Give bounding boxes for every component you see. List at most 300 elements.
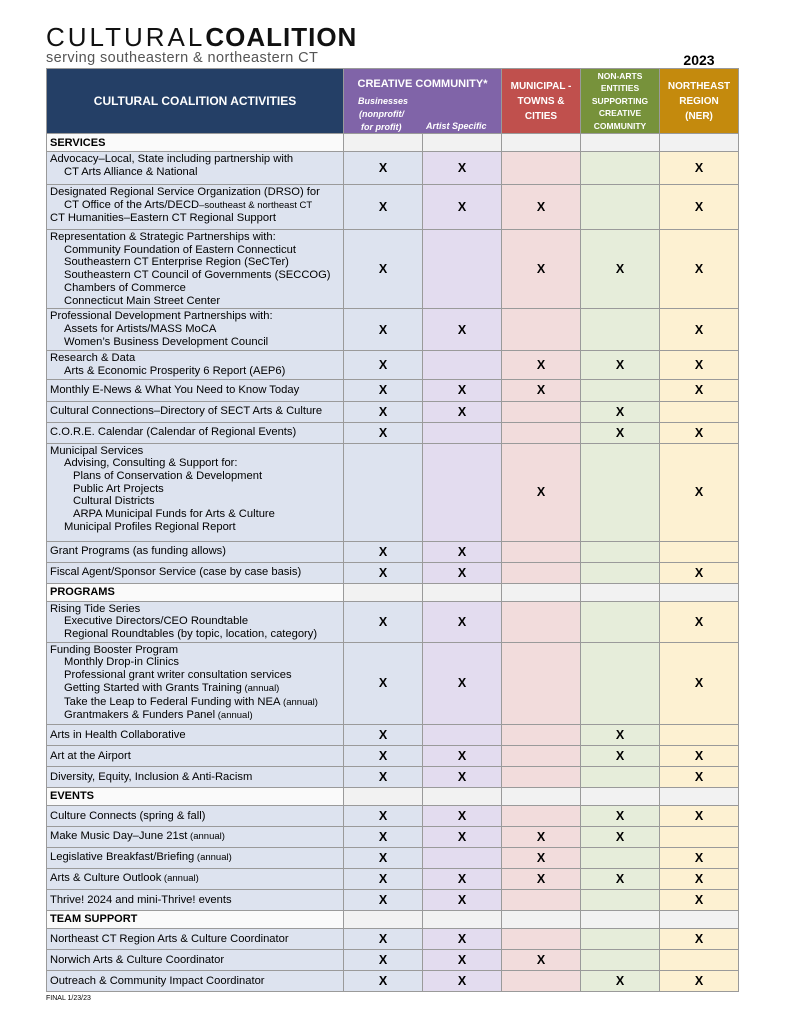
- activity-line: [50, 709, 340, 723]
- mark-cell-municipal: [502, 868, 581, 889]
- mark-cell-businesses: [344, 601, 423, 642]
- activity-cell: [47, 642, 344, 724]
- x-mark: X: [378, 808, 388, 823]
- section-empty-cell: [660, 583, 739, 601]
- mark-cell-municipal: [502, 949, 581, 970]
- activity-line: [50, 199, 340, 213]
- activity-cell: [47, 351, 344, 379]
- mark-cell-northeast-region: [660, 379, 739, 401]
- activity-text: CT Office of the Arts/DECD: [64, 198, 200, 211]
- activity-cell: [47, 601, 344, 642]
- mark-cell-northeast-region: [660, 928, 739, 949]
- activity-line: [50, 603, 340, 616]
- activity-annotation: (annual): [241, 682, 280, 694]
- activity-cell: [47, 230, 344, 309]
- mark-cell-northeast-region: [660, 868, 739, 889]
- header-municipal-line: MUNICIPAL -: [510, 80, 572, 92]
- mark-cell-artist-specific: [423, 724, 502, 745]
- activity-line: [50, 628, 340, 641]
- x-mark: X: [378, 727, 388, 742]
- mark-cell-municipal: [502, 152, 581, 185]
- x-mark: X: [694, 322, 704, 337]
- x-mark: X: [615, 748, 625, 763]
- x-mark: X: [694, 383, 704, 398]
- mark-cell-non-arts: [581, 847, 660, 868]
- x-mark: X: [615, 262, 625, 277]
- footer-note: FINAL 1/23/23: [46, 995, 91, 1002]
- section-empty-cell: [344, 787, 423, 805]
- x-mark: X: [694, 871, 704, 886]
- x-mark: X: [615, 829, 625, 844]
- mark-cell-non-arts: [581, 401, 660, 422]
- mark-cell-northeast-region: [660, 826, 739, 847]
- activity-annotation: –southeast & northeast CT: [199, 199, 313, 211]
- mark-cell-non-arts: [581, 928, 660, 949]
- x-mark: X: [378, 892, 388, 907]
- mark-cell-municipal: [502, 351, 581, 379]
- activity-text: Northeast CT Region Arts & Culture Coordinator: [50, 932, 289, 945]
- table-row: [47, 601, 739, 642]
- table-row: [47, 928, 739, 949]
- mark-cell-northeast-region: [660, 152, 739, 185]
- activity-annotation: (annual): [194, 852, 232, 864]
- mark-cell-businesses: [344, 847, 423, 868]
- activity-text: Representation & Strategic Partnerships with:: [50, 231, 276, 243]
- mark-cell-non-arts: [581, 152, 660, 185]
- activity-cell: [47, 805, 344, 826]
- mark-cell-non-arts: [581, 422, 660, 443]
- x-mark: X: [457, 383, 467, 398]
- x-mark: X: [378, 404, 388, 419]
- activity-annotation: (annual): [215, 710, 253, 722]
- mark-cell-northeast-region: [660, 601, 739, 642]
- mark-cell-artist-specific: [423, 949, 502, 970]
- activity-text: Arts & Culture Outlook: [50, 872, 162, 885]
- header-creative-businesses: [358, 95, 408, 134]
- mark-cell-businesses: [344, 230, 423, 309]
- x-mark: X: [457, 973, 467, 988]
- x-mark: X: [694, 850, 704, 865]
- mark-cell-artist-specific: [423, 889, 502, 910]
- activity-cell: [47, 847, 344, 868]
- activity-line: [50, 521, 340, 534]
- activity-text: Grant Programs (as funding allows): [50, 545, 226, 558]
- activity-cell: [47, 185, 344, 230]
- x-mark: X: [615, 808, 625, 823]
- table-row: [47, 152, 739, 185]
- section-row: [47, 910, 739, 928]
- activity-cell: [47, 562, 344, 583]
- mark-cell-non-arts: [581, 351, 660, 379]
- x-mark: X: [457, 322, 467, 337]
- header-nonarts-line: CREATIVE: [598, 108, 642, 119]
- section-empty-cell: [502, 583, 581, 601]
- table-row: [47, 847, 739, 868]
- activity-text: Connecticut Main Street Center: [64, 294, 221, 307]
- activity-line: [50, 851, 340, 865]
- activity-text: Culture Connects (spring & fall): [50, 809, 206, 822]
- activity-cell: [47, 443, 344, 541]
- activity-text: CT Arts Alliance & National: [64, 165, 198, 178]
- section-row: [47, 583, 739, 601]
- activity-cell: [47, 309, 344, 351]
- mark-cell-businesses: [344, 826, 423, 847]
- activity-text: Fiscal Agent/Sponsor Service (case by case basis): [50, 566, 302, 579]
- activity-cell: [47, 422, 344, 443]
- activity-cell: [47, 949, 344, 970]
- activity-line: [50, 256, 340, 269]
- mark-cell-non-arts: [581, 642, 660, 724]
- mark-cell-northeast-region: [660, 309, 739, 351]
- mark-cell-businesses: [344, 642, 423, 724]
- mark-cell-municipal: [502, 928, 581, 949]
- mark-cell-non-arts: [581, 185, 660, 230]
- section-empty-cell: [581, 134, 660, 152]
- mark-cell-municipal: [502, 970, 581, 991]
- x-mark: X: [536, 952, 546, 967]
- activity-cell: [47, 745, 344, 766]
- x-mark: X: [378, 322, 388, 337]
- mark-cell-artist-specific: [423, 642, 502, 724]
- table-row: [47, 949, 739, 970]
- activity-line: [50, 933, 340, 946]
- mark-cell-municipal: [502, 745, 581, 766]
- header-artist-specific: Artist Specific: [426, 121, 487, 131]
- activity-line: [50, 566, 340, 579]
- x-mark: X: [615, 404, 625, 419]
- mark-cell-municipal: [502, 379, 581, 401]
- section-empty-cell: [660, 910, 739, 928]
- x-mark: X: [536, 357, 546, 372]
- activity-cell: [47, 379, 344, 401]
- x-mark: X: [457, 871, 467, 886]
- activity-text: Designated Regional Service Organization (DRSO) for: [50, 186, 320, 198]
- x-mark: X: [457, 161, 467, 175]
- activity-text: Art at the Airport: [50, 749, 131, 762]
- activity-text: Getting Started with Grants Training: [64, 681, 242, 694]
- x-mark: X: [694, 565, 704, 580]
- activity-text: Municipal Profiles Regional Report: [64, 520, 236, 533]
- activity-line: [50, 830, 340, 844]
- mark-cell-businesses: [344, 541, 423, 562]
- activity-text: Monthly E-News & What You Need to Know Today: [50, 383, 300, 396]
- x-mark: X: [457, 748, 467, 763]
- activity-line: [50, 457, 340, 470]
- x-mark: X: [378, 614, 388, 629]
- header-municipal: [502, 69, 581, 134]
- activity-line: [50, 365, 340, 378]
- x-mark: X: [378, 161, 388, 175]
- x-mark: X: [378, 383, 388, 398]
- mark-cell-municipal: [502, 847, 581, 868]
- logo-word-cultural: CULTURAL: [46, 22, 206, 52]
- mark-cell-artist-specific: [423, 745, 502, 766]
- section-row: [47, 787, 739, 805]
- activity-line: [50, 669, 340, 682]
- mark-cell-artist-specific: [423, 766, 502, 787]
- activity-line: [50, 810, 340, 823]
- x-mark: X: [694, 973, 704, 988]
- table-row: [47, 970, 739, 991]
- mark-cell-non-arts: [581, 601, 660, 642]
- mark-cell-municipal: [502, 541, 581, 562]
- header-nonarts-line: NON-ARTS: [597, 70, 643, 81]
- header-businesses-line: (nonprofit/: [359, 109, 404, 119]
- activity-cell: [47, 766, 344, 787]
- table-row: [47, 562, 739, 583]
- mark-cell-businesses: [344, 970, 423, 991]
- activity-text: Arts & Economic Prosperity 6 Report (AEP6): [64, 364, 286, 377]
- header-nonarts-line: ENTITIES: [600, 83, 640, 94]
- x-mark: X: [378, 973, 388, 988]
- activity-cell: [47, 889, 344, 910]
- activity-line: [50, 495, 340, 508]
- activity-cell: [47, 868, 344, 889]
- activity-line: [50, 244, 340, 257]
- mark-cell-businesses: [344, 379, 423, 401]
- section-empty-cell: [660, 134, 739, 152]
- activity-line: [50, 426, 340, 439]
- table-row: [47, 826, 739, 847]
- x-mark: X: [536, 871, 546, 886]
- mark-cell-businesses: [344, 724, 423, 745]
- mark-cell-artist-specific: [423, 230, 502, 309]
- activity-line: [50, 295, 340, 308]
- table-row: [47, 309, 739, 351]
- mark-cell-municipal: [502, 805, 581, 826]
- activity-text: Legislative Breakfast/Briefing: [50, 851, 195, 864]
- table-row: [47, 642, 739, 724]
- mark-cell-municipal: [502, 642, 581, 724]
- mark-cell-northeast-region: [660, 351, 739, 379]
- activity-text: Chambers of Commerce: [64, 281, 186, 294]
- logo-tagline: serving southeastern & northeastern CT: [46, 50, 319, 66]
- activity-text: Grantmakers & Funders Panel: [64, 709, 216, 722]
- table-row: [47, 230, 739, 309]
- x-mark: X: [457, 931, 467, 946]
- mark-cell-northeast-region: [660, 443, 739, 541]
- x-mark: X: [378, 871, 388, 886]
- activity-line: [50, 384, 340, 397]
- x-mark: X: [694, 931, 704, 946]
- mark-cell-artist-specific: [423, 379, 502, 401]
- activity-line: [50, 975, 340, 988]
- mark-cell-artist-specific: [423, 185, 502, 230]
- x-mark: X: [378, 748, 388, 763]
- activity-line: [50, 656, 340, 669]
- mark-cell-non-arts: [581, 970, 660, 991]
- activity-line: [50, 615, 340, 628]
- x-mark: X: [457, 769, 467, 784]
- activity-text: Take the Leap to Federal Funding with NEA: [64, 695, 281, 708]
- mark-cell-businesses: [344, 422, 423, 443]
- mark-cell-municipal: [502, 443, 581, 541]
- mark-cell-northeast-region: [660, 889, 739, 910]
- header-row: [47, 69, 739, 134]
- mark-cell-artist-specific: [423, 152, 502, 185]
- activity-text: Outreach & Community Impact Coordinator: [50, 974, 265, 987]
- mark-cell-northeast-region: [660, 745, 739, 766]
- activity-text: Community Foundation of Eastern Connecticut: [64, 243, 296, 256]
- activity-line: [50, 483, 340, 496]
- activity-text: C.O.R.E. Calendar (Calendar of Regional Events): [50, 426, 297, 439]
- mark-cell-businesses: [344, 401, 423, 422]
- logo: [46, 24, 357, 66]
- mark-cell-municipal: [502, 601, 581, 642]
- mark-cell-artist-specific: [423, 562, 502, 583]
- activity-text: Women’s Business Development Council: [64, 335, 269, 348]
- section-empty-cell: [344, 583, 423, 601]
- mark-cell-businesses: [344, 928, 423, 949]
- section-empty-cell: [581, 910, 660, 928]
- activity-text: ARPA Municipal Funds for Arts & Culture: [73, 508, 275, 521]
- activity-text: Thrive! 2024 and mini-Thrive! events: [50, 893, 232, 906]
- mark-cell-northeast-region: [660, 401, 739, 422]
- table-row: [47, 379, 739, 401]
- mark-cell-businesses: [344, 309, 423, 351]
- activity-cell: [47, 401, 344, 422]
- x-mark: X: [694, 748, 704, 763]
- section-empty-cell: [423, 787, 502, 805]
- mark-cell-non-arts: [581, 805, 660, 826]
- activity-text: Make Music Day–June 21st: [50, 830, 188, 843]
- section-empty-cell: [660, 787, 739, 805]
- table-row: [47, 185, 739, 230]
- activity-text: Rising Tide Series: [50, 602, 141, 615]
- activity-annotation: (annual): [187, 831, 225, 843]
- logo-wordmark: [46, 24, 357, 50]
- x-mark: X: [457, 808, 467, 823]
- mark-cell-non-arts: [581, 766, 660, 787]
- section-heading: TEAM SUPPORT: [47, 910, 344, 928]
- mark-cell-businesses: [344, 745, 423, 766]
- x-mark: X: [694, 200, 704, 214]
- mark-cell-non-arts: [581, 889, 660, 910]
- mark-cell-non-arts: [581, 745, 660, 766]
- header-ner-line: REGION: [679, 95, 719, 107]
- x-mark: X: [457, 544, 467, 559]
- activity-text: Arts in Health Collaborative: [50, 728, 186, 741]
- x-mark: X: [694, 769, 704, 784]
- logo-word-coalition: COALITION: [205, 22, 358, 52]
- mark-cell-municipal: [502, 826, 581, 847]
- x-mark: X: [694, 676, 704, 691]
- mark-cell-artist-specific: [423, 422, 502, 443]
- activity-text: Diversity, Equity, Inclusion & Anti-Racism: [50, 770, 253, 783]
- x-mark: X: [536, 262, 546, 277]
- table-row: [47, 889, 739, 910]
- activity-text: Southeastern CT Enterprise Region (SeCTer): [64, 256, 289, 269]
- x-mark: X: [536, 850, 546, 865]
- x-mark: X: [378, 952, 388, 967]
- mark-cell-northeast-region: [660, 847, 739, 868]
- activity-text: Public Art Projects: [73, 482, 164, 495]
- mark-cell-artist-specific: [423, 601, 502, 642]
- table-row: [47, 401, 739, 422]
- activity-line: [50, 894, 340, 907]
- mark-cell-businesses: [344, 443, 423, 541]
- mark-cell-businesses: [344, 185, 423, 230]
- mark-cell-non-arts: [581, 562, 660, 583]
- activity-annotation: (annual): [280, 696, 318, 708]
- activity-line: [50, 336, 340, 349]
- activity-text: Plans of Conservation & Development: [73, 470, 263, 483]
- section-empty-cell: [423, 910, 502, 928]
- mark-cell-northeast-region: [660, 805, 739, 826]
- mark-cell-municipal: [502, 724, 581, 745]
- table-body: [47, 134, 739, 992]
- activity-line: [50, 323, 340, 336]
- x-mark: X: [694, 357, 704, 372]
- header-municipal-line: CITIES: [524, 110, 558, 122]
- x-mark: X: [457, 200, 467, 214]
- activity-text: Executive Directors/CEO Roundtable: [64, 615, 249, 628]
- mark-cell-non-arts: [581, 826, 660, 847]
- mark-cell-northeast-region: [660, 562, 739, 583]
- x-mark: X: [615, 357, 625, 372]
- mark-cell-municipal: [502, 562, 581, 583]
- x-mark: X: [615, 425, 625, 440]
- section-empty-cell: [502, 910, 581, 928]
- activity-cell: [47, 928, 344, 949]
- x-mark: X: [378, 262, 388, 277]
- mark-cell-northeast-region: [660, 724, 739, 745]
- mark-cell-northeast-region: [660, 949, 739, 970]
- activity-line: [50, 470, 340, 483]
- activity-text: Norwich Arts & Culture Coordinator: [50, 953, 225, 966]
- activity-text: Research & Data: [50, 352, 136, 365]
- x-mark: X: [615, 727, 625, 742]
- table-row: [47, 724, 739, 745]
- mark-cell-businesses: [344, 152, 423, 185]
- activity-text: Cultural Districts: [73, 495, 155, 508]
- header-businesses-line: for profit): [361, 122, 402, 132]
- mark-cell-northeast-region: [660, 642, 739, 724]
- activity-text: Regional Roundtables (by topic, location, category): [64, 628, 318, 641]
- x-mark: X: [694, 892, 704, 907]
- mark-cell-non-arts: [581, 230, 660, 309]
- mark-cell-artist-specific: [423, 847, 502, 868]
- activity-line: [50, 696, 340, 710]
- header-businesses-line: Businesses: [358, 96, 409, 106]
- mark-cell-artist-specific: [423, 401, 502, 422]
- activity-text: Monthly Drop-in Clinics: [64, 656, 180, 669]
- mark-cell-non-arts: [581, 949, 660, 970]
- header-nonarts-line: SUPPORTING: [591, 95, 649, 106]
- mark-cell-businesses: [344, 766, 423, 787]
- header-nonarts-line: COMMUNITY: [593, 120, 647, 131]
- activity-line: [50, 352, 340, 365]
- x-mark: X: [694, 161, 704, 175]
- activity-line: [50, 729, 340, 742]
- x-mark: X: [378, 200, 388, 214]
- activity-line: [50, 269, 340, 282]
- mark-cell-municipal: [502, 230, 581, 309]
- mark-cell-businesses: [344, 889, 423, 910]
- table-row: [47, 351, 739, 379]
- mark-cell-northeast-region: [660, 185, 739, 230]
- activity-line: [50, 750, 340, 763]
- x-mark: X: [457, 676, 467, 691]
- header-creative-title: CREATIVE COMMUNITY*: [357, 78, 488, 90]
- table-row: [47, 745, 739, 766]
- x-mark: X: [615, 871, 625, 886]
- x-mark: X: [457, 404, 467, 419]
- activity-text: Professional grant writer consultation services: [64, 669, 292, 682]
- activity-annotation: (annual): [161, 873, 199, 885]
- mark-cell-artist-specific: [423, 541, 502, 562]
- table-row: [47, 805, 739, 826]
